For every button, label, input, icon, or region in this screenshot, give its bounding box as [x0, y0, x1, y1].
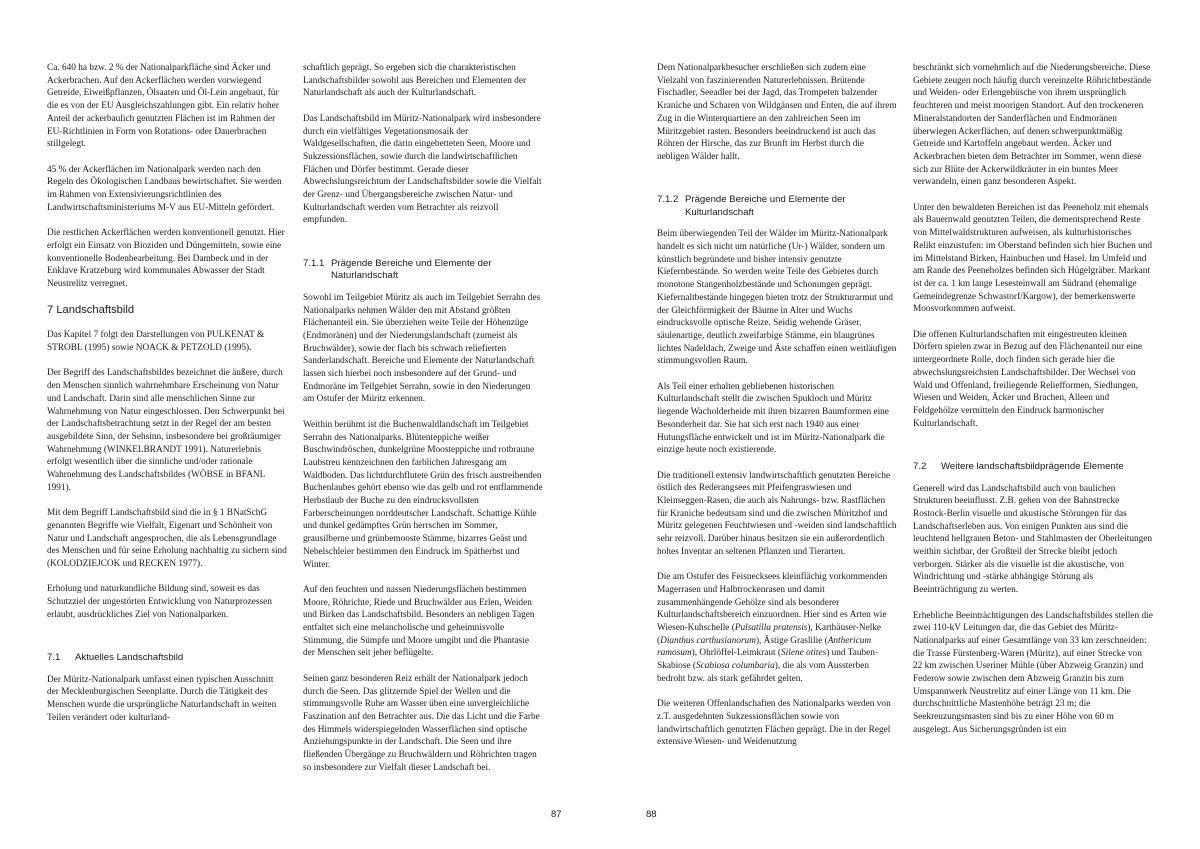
text-run: ), Ästige Graslilie ( [755, 635, 828, 646]
heading-title-continued: Naturlandschaft [331, 270, 399, 282]
heading-number: 7.1.2 [657, 194, 679, 206]
paragraph-with-species [657, 571, 897, 685]
section-heading-7-2 [913, 461, 1153, 474]
heading-title: Prägende Bereiche und Elemente der [685, 194, 846, 206]
paragraph: Die traditionell extensiv landwirtschaftlich genutzten Bereiche östlich des Rederangsees mit Pfeifengraswiesen und Kleinseggen-Rasen, die auch als Nahrungs- bzw. Rastflächen für Kraniche bedeutsam sind und die zwischen Müritzhof und Müritz gelegenen Feuchtwiesen und -weiden sind landschaftlich sehr reizvoll. Darüber hinaus besitzen sie ein außerordentlich hohes Inventar an seltenen Pflanzen und Tierarten. [657, 470, 897, 557]
section-heading-7: 7 Landschaftsbild [47, 304, 135, 317]
species-name: Anthericum ramosum [657, 635, 872, 659]
text-run: Die am Ostufer des Feisnecksees kleinflächig vorkommenden Magerrasen und Halbtrockenrasen und damit zusammenhängende Gehölze sind als besonderer Kulturlandschaftsbereich einzuordnen. Hier sind es Arten wie Wiesen-Kuhschelle ( [657, 572, 888, 634]
paragraph: schaftlich geprägt. So ergeben sich die charakteristischen Landschaftsbilder sowohl aus Bereichen und Elementen der Naturlandschaft als auch der Kulturlandschaft. [303, 63, 527, 99]
paragraph: Die offenen Kulturlandschaften mit eingestreuten kleinen Dörfern spielen zwar in Bezug auf den Flächenanteil nur eine untergeordnete Rolle, doch finden sich gerade hier die abwechslungsreichsten Landschaftsbilder. Der Wechsel von Wald und Offenland, freiliegende Reliefformen, Siedlungen, Wiesen und Weiden, Äcker und Brachen, Alleen und Feldgehölze vermitteln den Eindruck harmonischer Kulturlandschaft. [913, 329, 1142, 429]
paragraph: 45 % der Ackerflächen im Nationalpark werden nach den Regeln des Ökologischen Landbaus bewirtschaftet. Sie werden im Rahmen von Extensivierungsrichtlinien des Landwirtschaftsministeriums M-V aus EU-Mitteln gefördert. [47, 164, 282, 213]
heading-number: 7.1 [47, 652, 61, 664]
paragraph: Unter den bewaldeten Bereichen ist das Peeneholz mit ehemals als Bauernwald genutzten Teilen, die dementsprechend Reste von Mittelwaldstrukturen aufweisen, als kulturhistorisches Relikt einzustufen: im Oberstand befinden sich hier Buchen und im Mittelstand Birken, Hainbuchen und Hasel. Im Umfeld und am Rande des Peeneholzes befinden sich Hügelgräber. Markant ist der ca. 1 km lange Lesesteinwall am Südrand (ehemalige Gemeindegrenze Schwastorf/Kargow), der bemerkenswerte Moosvorkommen aufweist. [913, 202, 1153, 315]
species-name: Pulsatilla pratensis [734, 623, 808, 634]
paragraph: Beim überwiegenden Teil der Wälder im Müritz-Nationalpark handelt es sich nicht um natürliche (Ur-) Wälder, sondern um künstlich begründete und bisher intensiv genutzte Kiefernbestände. So werden weite Teile des Gebietes durch monotone Stangenholzbestände und Schonungen geprägt. Kiefernaltbestände hingegen bieten trotz der Strukturarmut und der Gleichförmigkeit der Bäume in Alter und Wuchs eindrucksvolle optische Reize. Seidig wehende Gräser, säulenartige, deutlich zweifarbige Stämme, ein blaugrünes lichtes Nadeldach, Zweige und Äste schaffen einen weitläufigen stimmungsvollen Raum. [657, 229, 897, 367]
text-run: ) und Tauben-Skabiose ( [657, 648, 879, 672]
paragraph: Der Müritz-Nationalpark umfasst einen typischen Ausschnitt der Mecklenburgischen Seenplatte. Durch die Tätigkeit des Menschen wurde die ursprüngliche Naturlandschaft in weiten Teilen verändert oder kulturland- [47, 674, 277, 723]
species-name: Scabiosa columbaria [696, 661, 775, 672]
section-heading-7-1-1 [303, 258, 543, 283]
species-name: Dianthus carthusianorum [660, 635, 756, 646]
paragraph: Ca. 640 ha bzw. 2 % der Nationalparkfläche sind Äcker und Ackerbrachen. Auf den Ackerflächen werden vorwiegend Getreide, Eiweißpflanzen, Ölsaaten und Öl-Lein angebaut, für die es von der EU Ausgleichszahlungen gibt. Ein relativ hoher Anteil der ackerbaulich genutzten Flächen ist im Rahmen der EU-Richtlinien in Form von Rotations- oder Dauerbrachen stillgelegt. [47, 63, 279, 150]
page-number-right: 88 [646, 809, 657, 820]
paragraph: Generell wird das Landschaftsbild auch von baulichen Strukturen beeinflusst. Z.B. gehen von der Bahnstrecke Rostock-Berlin visuelle und akustische Störungen für das Landschaftserleben aus. Von einigen Punkten aus sind die leuchtend hellgrauen Beton- und Stahlmasten der Oberleitungen weithin sichtbar, der Großteil der Strecke bleibt jedoch verborgen. Stärker als die visuelle ist die akustische, von Windrichtung und -stärke abhängige Störung als Beeinträchtigung zu werten. [913, 483, 1153, 596]
page-number-left: 87 [551, 809, 562, 820]
paragraph: Die weiteren Offenlandschaften des Nationalparks werden von z.T. ausgedehnten Sukzessionsflächen sowie von landwirtschaftlich genutzten Flächen geprägt. Die in der Regel extensive Wiesen- und Weidenutzung [657, 699, 891, 748]
heading-title: Weitere landschaftsbildprägende Elemente [941, 461, 1124, 473]
section-heading-7-1 [47, 652, 287, 665]
left-page-column-2 [303, 62, 543, 774]
paragraph: Mit dem Begriff Landschaftsbild sind die in § 1 BNatSchG genannten Begriffe wie Vielfalt, Eigenart und Schönheit von Natur und Landschaft angesprochen, die als Lebensgrundlage des Menschen und für seine Erholung nachhaltig zu sichern sind (KOLODZIEJCOK und RECKEN 1977). [47, 508, 287, 569]
paragraph: Seinen ganz besonderen Reiz erhält der Nationalpark jedoch durch die Seen. Das glitzernde Spiel der Wellen und die stimmungsvolle Ruhe am Wasser üben eine unvergleichliche Faszination auf den Betrachter aus. Die das Licht und die Farbe des Himmels widerspiegelnden Wasserflächen sind optische Anziehungspunkte in der Landschaft. Die Seen und ihre fließenden Übergänge zu Bruchwäldern und Röhrichten tragen so insbesondere zur Vielfalt dieser Landschaft bei. [303, 673, 540, 773]
right-page-column-2 [913, 62, 1153, 737]
text-run: ), Karthäuser-Nelke ( [657, 623, 882, 646]
paragraph: Der Begriff des Landschaftsbildes bezeichnet die äußere, durch den Menschen sinnlich wahrnehmbare Erscheinung von Natur und Landschaft. Darin sind alle menschlichen Sinne zur Wahrnehmung von Natur eingeschlossen. Den Schwerpunkt bei der Landschaftsbetrachtung setzt in der Regel der am besten ausgebildete Sinn, der Sehsinn, insbesondere bei großräumiger Wahrnehmung (WINKELBRANDT 1991). Naturerlebnis erfolgt wesentlich über die sinnliche und/oder rationale Wahrnehmung des Landschaftsbildes (WÖBSE in BFANL 1991). [47, 368, 285, 493]
paragraph: Erhebliche Beeinträchtigungen des Landschaftsbildes stellen die zwei 110-kV Leitungen dar, die das Gebiet des Müritz-Nationalparks auf einer Gesamtlänge von 33 km zerschneiden: die Trasse Fürstenberg-Waren (Müritz), auf einer Strecke von 22 km zwischen Useriner Mühle (über Abzweig Granzin) und Federow sowie zwischen dem Abzweig Granzin bis zum Umspannwerk Neustrelitz auf einer Länge von 11 km. Die durchschnittliche Mastenhöhe beträgt 23 m; die Seekreuzungsmasten sind bis zu einer Höhe von 60 m ausgelegt. Aus Sicherungsgründen ist ein [913, 610, 1153, 735]
paragraph: Auf den feuchten und nassen Niederungsflächen bestimmen Moore, Röhrichte, Riede und Bruchwälder aus Erlen, Weiden und Birken das Landschaftsbild. Besonders an nebligen Tagen entfaltet sich eine melancholische und geheimnisvolle Stimmung, die Sümpfe und Moore umgibt und die Phantasie der Menschen seit jeher beflügelte. [303, 584, 535, 659]
paragraph: Weithin berühmt ist die Buchenwaldlandschaft im Teilgebiet Serrahn des Nationalparks. Blütenteppiche weißer Buschwindröschen, dunkelgrüne Moosteppiche und rotbraune Laubstreu kennzeichnen den farblichen Jahresgang am Waldboden. Das lichtdurchflutete Grün des frisch austreibenden Buchenlaubes gehört ebenso wie das gelb und rot entflammende Herbstlaub der Buche zu den eindrucksvollsten Farberscheinungen norddeutscher Landschaft. Schattige Kühle und dunkel gedämpftes Grün herrschen im Sommer, grausilberne und grünbemooste Stämme, bizarres Geäst und Nebelschleier bestimmen den Eindruck im Spätherbst und Winter. [303, 419, 543, 570]
paragraph: Die restlichen Ackerflächen werden konventionell genutzt. Hier erfolgt ein Einsatz von Bioziden und Düngemitteln, sowie eine konventionelle Bodenbearbeitung. Bei Dambeck und in der Enklave Kratzeburg wird kommunales Abwasser der Stadt Neustrelitz verregnet. [47, 228, 285, 289]
paragraph: Sowohl im Teilgebiet Müritz als auch im Teilgebiet Serrahn des Nationalparks nehmen Wälder den mit Abstand größten Flächenanteil ein. Sie überziehen weite Teile der Höhenzüge (Endmoränen) und der Niederungslandschaft (zumeist als Bruchwälder), sowie der flach bis schwach reliefierten Sanderlandschaft. Bereiche und Elemente der Naturlandschaft lassen sich hierbei noch insbesondere auf der Grund- und Endmoräne im Teilgebiet Serrahn, sowie in den Niederungen am Ostufer der Müritz erkennen. [303, 292, 541, 405]
heading-title: Prägende Bereiche und Elemente der [331, 257, 492, 269]
paragraph: Das Kapitel 7 folgt den Darstellungen von PULKENAT & STROBL (1995) sowie NOACK & PETZOLD (1995). [47, 330, 265, 354]
paragraph: Als Teil einer erhalten gebliebenen historischen Kulturlandschaft stellt die zwischen Spukloch und Müritz liegende Wacholderheide mit ihren bizarren Baumformen eine Besonderheit dar. Sie hat sich erst nach 1940 aus einer Hutungsfläche entwickelt und ist im Müritz-Nationalpark die einzige heute noch existierende. [657, 381, 889, 456]
paragraph: Erholung und naturkundliche Bildung sind, soweit es das Schutzziel der ungestörten Entwicklung von Naturprozessen erlaubt, ausdrückliches Ziel von Nationalparken. [47, 584, 272, 620]
text-run: ), die als vom Aussterben bedroht bzw. als stark gefährdet gelten. [657, 661, 870, 684]
left-page-column-1 [47, 62, 287, 724]
heading-number: 7.2 [913, 461, 927, 473]
heading-title: Aktuelles Landschaftsbild [75, 652, 184, 664]
heading-title-continued: Kulturlandschaft [685, 206, 754, 218]
text-run: ), Ohrlöffel-Leimkraut ( [691, 648, 782, 659]
section-heading-7-1-2 [657, 194, 897, 219]
heading-number: 7.1.1 [303, 257, 325, 269]
paragraph: Das Landschaftsbild im Müritz-Nationalpark wird insbesondere durch ein vielfältiges Vegetationsmosaik der Waldgesellschaften, die darin eingebetteten Seen, Moore und Sukzessionsflächen, sowie durch die landwirtschaftlichen Flächen und Dörfer bestimmt. Gerade dieser Abwechslungsreichtum der Landschaftsbilder sowie die Vielfalt der Grenz- und Übergangsbereiche zwischen Natur- und Kulturlandschaft werden vom Betrachter als reizvoll empfunden. [303, 113, 542, 226]
right-page-column-1 [657, 62, 897, 749]
paragraph: beschränkt sich vornehmlich auf die Niederungsbereiche. Diese Gebiete zeugen noch häufig durch vereinzelte Röhrichtbestände und Weiden- oder Erlengebüsche von ihrem ursprünglich feuchteren und meist moorigen Standort. Auf den trockeneren Mineralstandorten der Sanderflächen und Endmoränen überwiegen Ackerflächen, auf denen schwerpunktmäßig Getreide und Kartoffeln angebaut werden. Äcker und Ackerbrachen bieten dem Betrachter im Sommer, wenn diese sich zur Blüte der Ackerwildkräuter in ein buntes Meer verwandeln, einen ganz besonderen Aspekt. [913, 63, 1152, 188]
species-name: Silene otites [781, 648, 827, 659]
paragraph: Dem Nationalparkbesucher erschließen sich zudem eine Vielzahl von faszinierenden Naturerlebnissen. Brütende Fischadler, Seeadler bei der Jagd, das Trompeten balzender Kraniche und Scharen von Wildgänsen und Enten, die auf ihrem Zug in die Winterquartiere an den zahlreichen Seen im Müritzgebiet rasten. Besonders beeindruckend ist auch das Röhren der Hirsche, das zur Brunft im Herbst durch die nebligen Wälder hallt. [657, 63, 897, 162]
